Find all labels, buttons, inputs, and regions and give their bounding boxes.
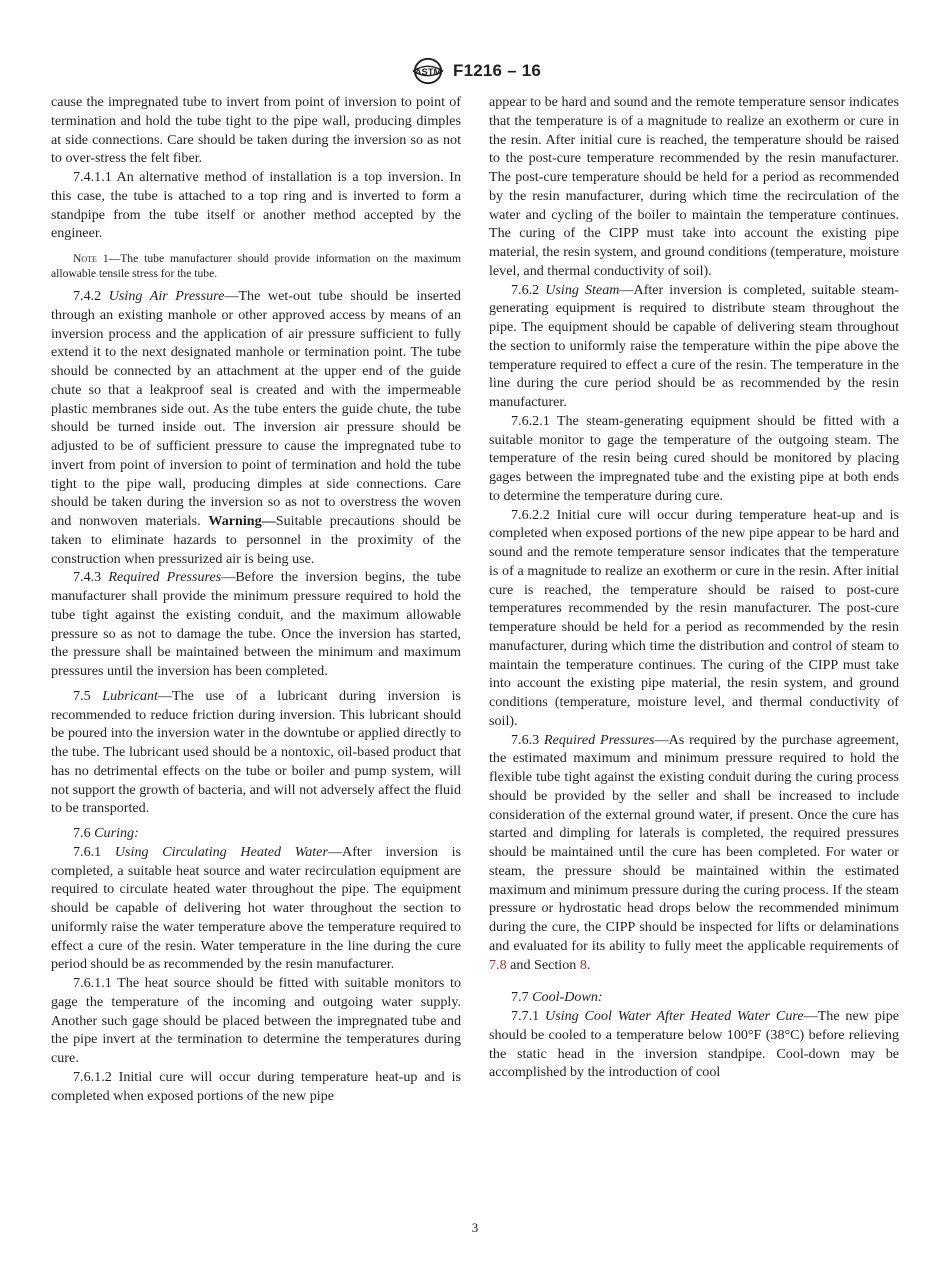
section-text: —The use of a lubricant during inversion is recommended to reduce friction during inversion. This lubricant should be poured into the inversion water in the downtube or applied directly to the tube. The lubricant used should be a nontoxic, oil-based product that has no detrimental effects on the tube or boiler and pump system, will not support the growth of bacteria, and will not adversely affect the fluid to be transported. bbox=[51, 687, 461, 817]
section-7-6-1-2-continued: appear to be hard and sound and the remote temperature sensor indicates that the temperature is of a magnitude to realize an exotherm or cure in the resin. After initial cure is reached, the temperature should be raised to the post-cure temperature recommended by the resin manufacturer. The post-cure temperature should be held for a period as recommended by the resin manufacturer, during which time the recirculation of the water and cycling of the boiler to maintain the temperature continues. The curing of the CIPP must take into account the existing pipe material, the resin system, and ground conditions (temperature, moisture level, and thermal conductivity of soil). bbox=[489, 94, 899, 279]
section-number: 7.4.2 bbox=[73, 288, 109, 304]
paragraph-continuation: cause the impregnated tube to invert from point of inversion to point of termination and hold the tube tight to the pipe wall, producing dimples at side connections. Care should be taken during the inversion so as not to over-stress the felt fiber. bbox=[51, 94, 461, 167]
section-title: Cool-Down: bbox=[532, 989, 603, 1006]
section-number: 7.6.3 bbox=[511, 731, 545, 748]
section-7-4-2 bbox=[51, 287, 461, 568]
note-label: Note 1 bbox=[73, 252, 109, 265]
svg-text:ASTM: ASTM bbox=[414, 66, 442, 77]
section-text: —Before the inversion begins, the tube manufacturer shall provide the minimum pressure required to hold the tube tight against the existing conduit, and the maximum allowable pressure so as not to damage the tube. Once the inversion has started, the pressure shall be maintained between the minimum and maximum pressures until the inversion has been completed. bbox=[51, 569, 461, 679]
section-7-6-1 bbox=[51, 843, 461, 974]
section-text: . bbox=[586, 956, 591, 973]
section-number: 7.7.1 bbox=[511, 1008, 546, 1024]
section-7-4-1-1: 7.4.1.1 An alternative method of installation is a top inversion. In this case, the tube is attached to a top ring and is inverted to form a standpipe from the tube itself or another method accepted by the engineer. bbox=[51, 169, 461, 242]
section-7-7-1 bbox=[489, 1007, 899, 1082]
section-text: —The wet-out tube should be inserted through an existing manhole or other approved access by means of an inversion process and the application of air pressure sufficient to fully extend it to the next designated manhole or termination point. The tube should be connected by an attachment at the upper end of the guide chute so that a leakproof seal is created and with the impermeable plastic membranes side out. As the tube enters the guide chute, the tube should be turned inside out. The inversion air pressure should be adjusted to be of sufficient pressure to cause the impregnated tube to invert from point of inversion to point of termination and hold the tube tight to the pipe wall, producing dimples at side connections. Care should be taken during the inversion so as not to overstress the woven and nonwoven materials. bbox=[51, 288, 461, 529]
section-7-6-3 bbox=[489, 731, 899, 975]
section-7-6-2-2: 7.6.2.2 Initial cure will occur during temperature heat-up and is completed when exposed portions of the new pipe appear to be hard and sound and the remote temperature sensor indicates that the temperature is of a magnitude to realize an exotherm or cure in the resin. After initial cure is reached, the temperature should be raised to post-cure temperatures recommended by the resin manufacturer. The post-cure temperature should be held for a period as recommended by the resin manufacturer, during which time the distribution and control of steam to maintain the temperature continues. The curing of the CIPP must take into account the existing pipe material, the resin system, and ground conditions (temperature, moisture level, and thermal conductivity of soil). bbox=[489, 506, 899, 729]
section-number: 7.6 bbox=[73, 825, 95, 841]
section-title: Using Cool Water After Heated Water Cure bbox=[545, 1008, 804, 1024]
section-7-4-3 bbox=[51, 568, 461, 681]
section-title: Lubricant bbox=[102, 687, 158, 704]
section-title: Using Steam bbox=[545, 281, 620, 298]
section-7-6-1-2: 7.6.1.2 Initial cure will occur during temperature heat-up and is completed when exposed portions of the new pipe bbox=[51, 1068, 461, 1104]
page-number: 3 bbox=[471, 1220, 479, 1235]
right-column bbox=[489, 93, 899, 1082]
section-text: —After inversion is completed, suitable steam-generating equipment is required to distribute steam throughout the pipe. The equipment should be capable of delivering steam throughout the section to uniformly raise the temperature within the pipe above the temperature required to effect a cure of the resin. The temperature in the line during the cure period should be as recommended by the resin manufacturer. bbox=[489, 281, 899, 410]
warning-label: Warning— bbox=[208, 513, 276, 529]
section-title: Curing: bbox=[94, 825, 139, 841]
note-1 bbox=[51, 251, 461, 281]
section-7-6-1-1: 7.6.1.1 The heat source should be fitted with suitable monitors to gage the temperature of the incoming and outgoing water supply. Another such gage should be placed between the impregnated tube and the pipe invert at the termination to determine the temperatures during cure. bbox=[51, 975, 461, 1066]
astm-logo-icon bbox=[409, 56, 447, 86]
section-title: Using Circulating Heated Water bbox=[114, 843, 328, 860]
left-column bbox=[51, 93, 461, 1105]
section-text: and Section bbox=[506, 956, 580, 973]
section-7-6-2 bbox=[489, 281, 899, 412]
section-7-5 bbox=[51, 687, 461, 818]
warning-text: Suitable precautions should be taken to eliminate hazards to personnel in the proximity of the construction when pressurized air is being use. bbox=[51, 513, 461, 567]
standard-number: F1216 – 16 bbox=[452, 61, 541, 80]
section-title: Using Air Pressure bbox=[108, 288, 225, 304]
section-title: Required Pressures bbox=[108, 569, 222, 586]
section-7-6-2-1: 7.6.2.1 The steam-generating equipment should be fitted with a suitable monitor to gage the temperature of the outgoing steam. The temperature of the resin being cured should be monitored by placing gages between the impregnated tube and the existing pipe at both ends to determine the temperature during cure. bbox=[489, 412, 899, 504]
section-7-6-heading bbox=[51, 824, 461, 843]
section-number: 7.5 bbox=[73, 687, 103, 704]
section-number: 7.4.3 bbox=[73, 569, 109, 586]
section-number: 7.6.2 bbox=[511, 281, 546, 298]
page-header bbox=[0, 54, 950, 88]
section-text: —After inversion is completed, a suitable heat source and water recirculation equipment are required to circulate heated water throughout the pipe. The equipment should be capable of delivering hot water throughout the section to uniformly raise the water temperature above the temperature required to effect a cure of the resin. Water temperature in the line during the cure period should be as recommended by the resin manufacturer. bbox=[51, 843, 461, 973]
section-text: —The new pipe should be cooled to a temperature below 100°F (38°C) before relieving the static head in the inversion standpipe. Cool-down may be accomplished by the introduction of cool bbox=[489, 1008, 899, 1081]
section-title: Required Pressures bbox=[544, 731, 655, 748]
xref-link-section-8[interactable]: 8 bbox=[579, 956, 587, 973]
section-number: 7.7 bbox=[511, 989, 533, 1006]
section-7-7-heading bbox=[489, 988, 899, 1007]
xref-link-7-8[interactable]: 7.8 bbox=[489, 956, 507, 973]
section-number: 7.6.1 bbox=[73, 843, 115, 860]
section-text: —As required by the purchase agreement, the estimated maximum and minimum pressure required to hold the flexible tube tight against the existing conduit during the curing process should be provided by the seller and shall be increased to include consideration of the external ground water, if present. Once the cure has started and dimpling for laterals is completed, the required pressures should be maintained until the cure has been completed. For water or steam, the pressure should be maintained within the estimated maximum and minimum pressure during the curing process. If the steam pressure or hydrostatic head drops below the recommended minimum during the cure, the CIPP should be inspected for lifts or delaminations and evaluated for its ability to fully meet the applicable requirements of bbox=[489, 731, 899, 954]
note-text: —The tube manufacturer should provide information on the maximum allowable tensile stress for the tube. bbox=[51, 252, 461, 280]
